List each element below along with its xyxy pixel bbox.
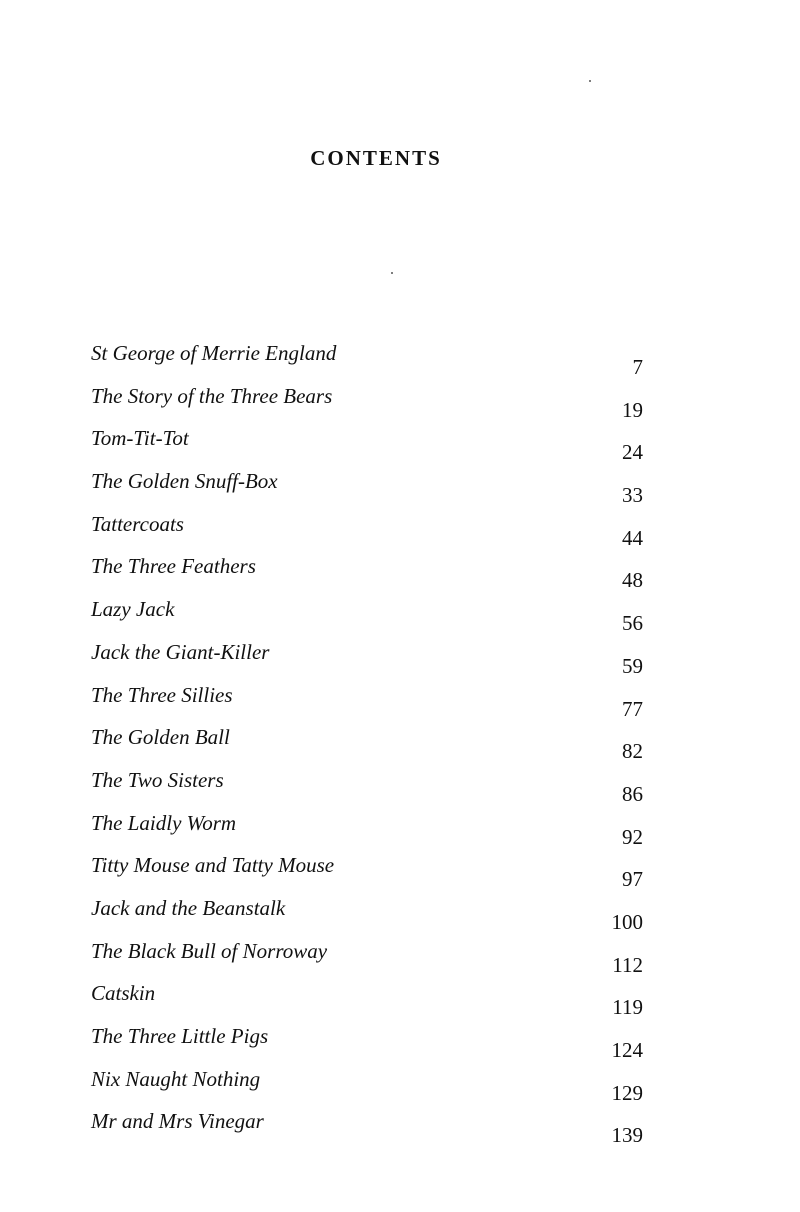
toc-entry-page-number: 24 (622, 440, 643, 465)
toc-entry-title: The Golden Snuff-Box (91, 469, 278, 494)
toc-entry[interactable] (91, 980, 647, 1023)
toc-entry[interactable] (91, 553, 647, 596)
toc-entry[interactable] (91, 425, 647, 468)
toc-entry-page-number: 82 (622, 739, 643, 764)
toc-entry[interactable] (91, 767, 647, 810)
toc-entry-title: Mr and Mrs Vinegar (91, 1109, 264, 1134)
toc-entry[interactable] (91, 895, 647, 938)
toc-entry-page-number: 44 (622, 525, 643, 550)
toc-entry-page-number: 56 (622, 611, 643, 636)
page-title: CONTENTS (310, 146, 442, 170)
toc-entry-page-number: 124 (611, 1038, 643, 1062)
toc-entry-page-number: 86 (622, 781, 643, 806)
toc-entry[interactable] (91, 1066, 647, 1109)
toc-entry-title: The Laidly Worm (91, 810, 237, 835)
toc-entry-title: The Three Feathers (91, 554, 256, 579)
toc-entry[interactable] (91, 938, 647, 981)
toc-entry-page-number: 139 (611, 1123, 643, 1148)
toc-entry[interactable] (91, 1108, 647, 1151)
toc-entry-title: Jack the Giant-Killer (91, 639, 270, 664)
toc-entry-page-number: 48 (622, 568, 643, 593)
toc-entry-page-number: 33 (622, 483, 643, 508)
toc-entry[interactable] (91, 1023, 647, 1066)
paper-speck (391, 272, 393, 274)
toc-entry[interactable] (91, 639, 647, 682)
toc-entry-title: Titty Mouse and Tatty Mouse (91, 853, 335, 878)
toc-entry-page-number: 119 (612, 995, 643, 1020)
toc-entry[interactable] (91, 383, 647, 426)
toc-entry-page-number: 97 (622, 867, 643, 892)
toc-entry[interactable] (91, 340, 647, 383)
toc-entry-title: The Two Sisters (91, 767, 224, 792)
paper-speck (589, 80, 591, 82)
toc-entry[interactable] (91, 468, 647, 511)
toc-entry-title: Nix Naught Nothing (91, 1066, 261, 1091)
toc-entry-page-number: 77 (622, 696, 643, 721)
toc-entry[interactable] (91, 682, 647, 725)
toc-entry-title: The Golden Ball (91, 725, 230, 750)
toc-entry-page-number: 59 (622, 653, 643, 678)
toc-entry-page-number: 92 (622, 824, 643, 849)
toc-entry-title: Lazy Jack (91, 597, 175, 622)
toc-entry[interactable] (91, 511, 647, 554)
toc-entry[interactable] (91, 724, 647, 767)
toc-entry-page-number: 19 (622, 397, 643, 422)
table-of-contents (91, 340, 647, 1151)
toc-entry-title: Tom-Tit-Tot (91, 426, 189, 451)
toc-entry-title: Jack and the Beanstalk (91, 895, 286, 920)
toc-entry[interactable] (91, 810, 647, 853)
toc-entry[interactable] (91, 596, 647, 639)
toc-entry-page-number: 129 (611, 1080, 643, 1105)
toc-entry-title: The Three Little Pigs (91, 1024, 269, 1048)
toc-entry-page-number: 100 (611, 909, 643, 934)
toc-entry-title: The Black Bull of Norroway (91, 938, 328, 963)
toc-entry-title: Tattercoats (91, 511, 184, 536)
toc-entry-page-number: 112 (612, 952, 643, 977)
toc-entry-title: The Story of the Three Bears (91, 383, 333, 408)
toc-entry-title: The Three Sillies (91, 682, 233, 707)
toc-entry-title: St George of Merrie England (91, 341, 337, 365)
toc-entry-page-number: 7 (632, 355, 643, 379)
toc-entry[interactable] (91, 852, 647, 895)
toc-entry-title: Catskin (91, 981, 156, 1006)
